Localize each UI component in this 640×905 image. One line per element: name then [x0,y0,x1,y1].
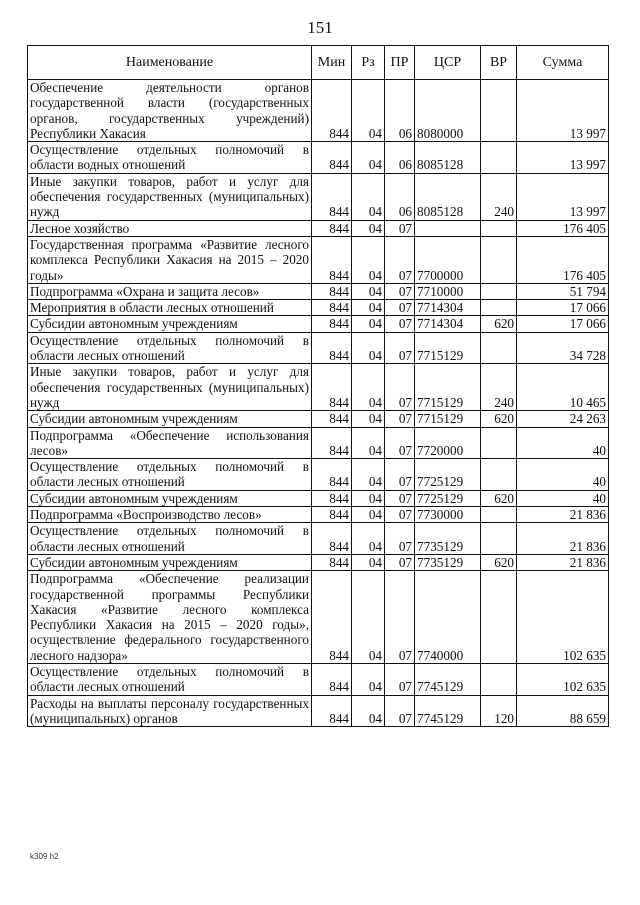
row-pr: 07 [385,220,415,236]
row-sum: 40 [517,490,609,506]
row-name: Иные закупки товаров, работ и услуг для обеспечения государственных (муниципальных) нужд [28,173,312,220]
row-min: 844 [312,142,352,174]
table-row [28,507,609,523]
row-rz: 04 [352,695,385,727]
row-sum: 51 794 [517,283,609,299]
row-pr: 07 [385,554,415,570]
table-row [28,427,609,459]
row-rz: 04 [352,332,385,364]
row-min: 844 [312,459,352,491]
row-rz: 04 [352,571,385,664]
row-rz: 04 [352,490,385,506]
row-pr: 06 [385,142,415,174]
row-pr: 07 [385,283,415,299]
table-row [28,695,609,727]
row-name: Иные закупки товаров, работ и услуг для обеспечения государственных (муниципальных) нужд [28,364,312,411]
table-row [28,411,609,427]
row-sum: 24 263 [517,411,609,427]
row-rz: 04 [352,316,385,332]
row-sum: 21 836 [517,507,609,523]
table-row [28,173,609,220]
row-pr: 07 [385,316,415,332]
row-rz: 04 [352,554,385,570]
row-sum: 13 997 [517,80,609,142]
row-csr: 7725129 [415,459,481,491]
row-name: Субсидии автономным учреждениям [28,411,312,427]
row-name: Осуществление отдельных полномочий в области лесных отношений [28,523,312,555]
row-sum: 13 997 [517,173,609,220]
table-row [28,364,609,411]
row-pr: 07 [385,571,415,664]
header-name: Наименование [28,46,312,80]
row-csr: 7725129 [415,490,481,506]
row-vr [481,300,517,316]
row-min: 844 [312,663,352,695]
row-rz: 04 [352,364,385,411]
table-row [28,554,609,570]
row-sum: 88 659 [517,695,609,727]
row-pr: 07 [385,300,415,316]
row-vr [481,663,517,695]
table-row [28,490,609,506]
row-vr [481,523,517,555]
row-name: Осуществление отдельных полномочий в области водных отношений [28,142,312,174]
table-row [28,142,609,174]
row-name: Осуществление отдельных полномочий в области лесных отношений [28,459,312,491]
row-pr: 06 [385,80,415,142]
row-csr: 7735129 [415,523,481,555]
row-vr: 620 [481,411,517,427]
header-sum: Сумма [517,46,609,80]
row-csr: 8085128 [415,142,481,174]
row-vr [481,332,517,364]
table-row [28,80,609,142]
row-sum: 34 728 [517,332,609,364]
row-name: Обеспечение деятельности органов государственной власти (государственных органов, государственных учреждений) Республики Хакасия [28,80,312,142]
row-vr: 620 [481,316,517,332]
row-name: Субсидии автономным учреждениям [28,554,312,570]
row-sum: 102 635 [517,571,609,664]
row-pr: 06 [385,173,415,220]
row-min: 844 [312,554,352,570]
row-min: 844 [312,300,352,316]
table-row [28,236,609,283]
row-name: Мероприятия в области лесных отношений [28,300,312,316]
row-vr: 620 [481,490,517,506]
row-name: Подпрограмма «Обеспечение реализации государственной программы Республики Хакасия «Развитие лесного комплекса Республики Хакасия на 2015 – 2020 годы», осуществление федерального государственного лесного надзора» [28,571,312,664]
table-row [28,283,609,299]
row-csr: 8085128 [415,173,481,220]
row-rz: 04 [352,459,385,491]
row-rz: 04 [352,80,385,142]
header-csr: ЦСР [415,46,481,80]
row-csr: 7715129 [415,411,481,427]
row-min: 844 [312,364,352,411]
row-min: 844 [312,332,352,364]
header-pr: ПР [385,46,415,80]
row-name: Осуществление отдельных полномочий в области лесных отношений [28,332,312,364]
row-pr: 07 [385,523,415,555]
row-vr: 120 [481,695,517,727]
row-csr: 8080000 [415,80,481,142]
row-sum: 21 836 [517,523,609,555]
row-vr [481,220,517,236]
row-name: Расходы на выплаты персоналу государственных (муниципальных) органов [28,695,312,727]
row-vr [481,283,517,299]
row-pr: 07 [385,695,415,727]
row-name: Подпрограмма «Воспроизводство лесов» [28,507,312,523]
row-min: 844 [312,80,352,142]
row-pr: 07 [385,490,415,506]
row-rz: 04 [352,173,385,220]
row-vr: 240 [481,173,517,220]
row-name: Лесное хозяйство [28,220,312,236]
table-row [28,300,609,316]
row-sum: 40 [517,459,609,491]
row-csr: 7740000 [415,571,481,664]
row-sum: 17 066 [517,300,609,316]
row-min: 844 [312,236,352,283]
row-min: 844 [312,571,352,664]
row-min: 844 [312,316,352,332]
row-vr [481,571,517,664]
row-csr: 7730000 [415,507,481,523]
row-rz: 04 [352,283,385,299]
row-min: 844 [312,283,352,299]
row-min: 844 [312,427,352,459]
row-min: 844 [312,220,352,236]
row-min: 844 [312,523,352,555]
row-csr: 7710000 [415,283,481,299]
row-pr: 07 [385,332,415,364]
budget-table [27,45,609,727]
row-rz: 04 [352,142,385,174]
row-sum: 102 635 [517,663,609,695]
row-name: Субсидии автономным учреждениям [28,490,312,506]
row-vr [481,507,517,523]
row-sum: 13 997 [517,142,609,174]
row-min: 844 [312,173,352,220]
row-rz: 04 [352,300,385,316]
row-pr: 07 [385,411,415,427]
table-header-row [28,46,609,80]
row-name: Государственная программа «Развитие лесного комплекса Республики Хакасия на 2015 – 2020 годы» [28,236,312,283]
row-sum: 176 405 [517,220,609,236]
row-name: Подпрограмма «Обеспечение использования лесов» [28,427,312,459]
footer-code: k309 h2 [30,852,59,861]
row-sum: 10 465 [517,364,609,411]
row-pr: 07 [385,459,415,491]
table-row [28,316,609,332]
row-name: Подпрограмма «Охрана и защита лесов» [28,283,312,299]
row-rz: 04 [352,663,385,695]
row-vr [481,80,517,142]
table-row [28,459,609,491]
row-vr [481,459,517,491]
table-row [28,571,609,664]
row-rz: 04 [352,411,385,427]
row-rz: 04 [352,523,385,555]
header-vr: ВР [481,46,517,80]
row-csr: 7745129 [415,663,481,695]
row-min: 844 [312,490,352,506]
row-sum: 40 [517,427,609,459]
table-row [28,220,609,236]
page-number: 151 [307,18,333,37]
row-pr: 07 [385,364,415,411]
row-rz: 04 [352,507,385,523]
row-csr: 7720000 [415,427,481,459]
row-vr [481,236,517,283]
row-min: 844 [312,695,352,727]
row-rz: 04 [352,427,385,459]
row-vr [481,427,517,459]
row-pr: 07 [385,236,415,283]
row-min: 844 [312,507,352,523]
row-sum: 17 066 [517,316,609,332]
row-name: Субсидии автономным учреждениям [28,316,312,332]
row-csr: 7714304 [415,316,481,332]
row-csr: 7745129 [415,695,481,727]
row-csr: 7715129 [415,332,481,364]
row-pr: 07 [385,663,415,695]
row-csr: 7700000 [415,236,481,283]
table-row [28,332,609,364]
row-pr: 07 [385,507,415,523]
header-rz: Рз [352,46,385,80]
row-sum: 21 836 [517,554,609,570]
row-vr: 620 [481,554,517,570]
row-rz: 04 [352,236,385,283]
row-csr: 7715129 [415,364,481,411]
row-pr: 07 [385,427,415,459]
table-row [28,663,609,695]
header-min: Мин [312,46,352,80]
row-name: Осуществление отдельных полномочий в области лесных отношений [28,663,312,695]
row-vr [481,142,517,174]
row-csr [415,220,481,236]
row-vr: 240 [481,364,517,411]
row-sum: 176 405 [517,236,609,283]
row-rz: 04 [352,220,385,236]
row-csr: 7735129 [415,554,481,570]
row-csr: 7714304 [415,300,481,316]
table-row [28,523,609,555]
row-min: 844 [312,411,352,427]
